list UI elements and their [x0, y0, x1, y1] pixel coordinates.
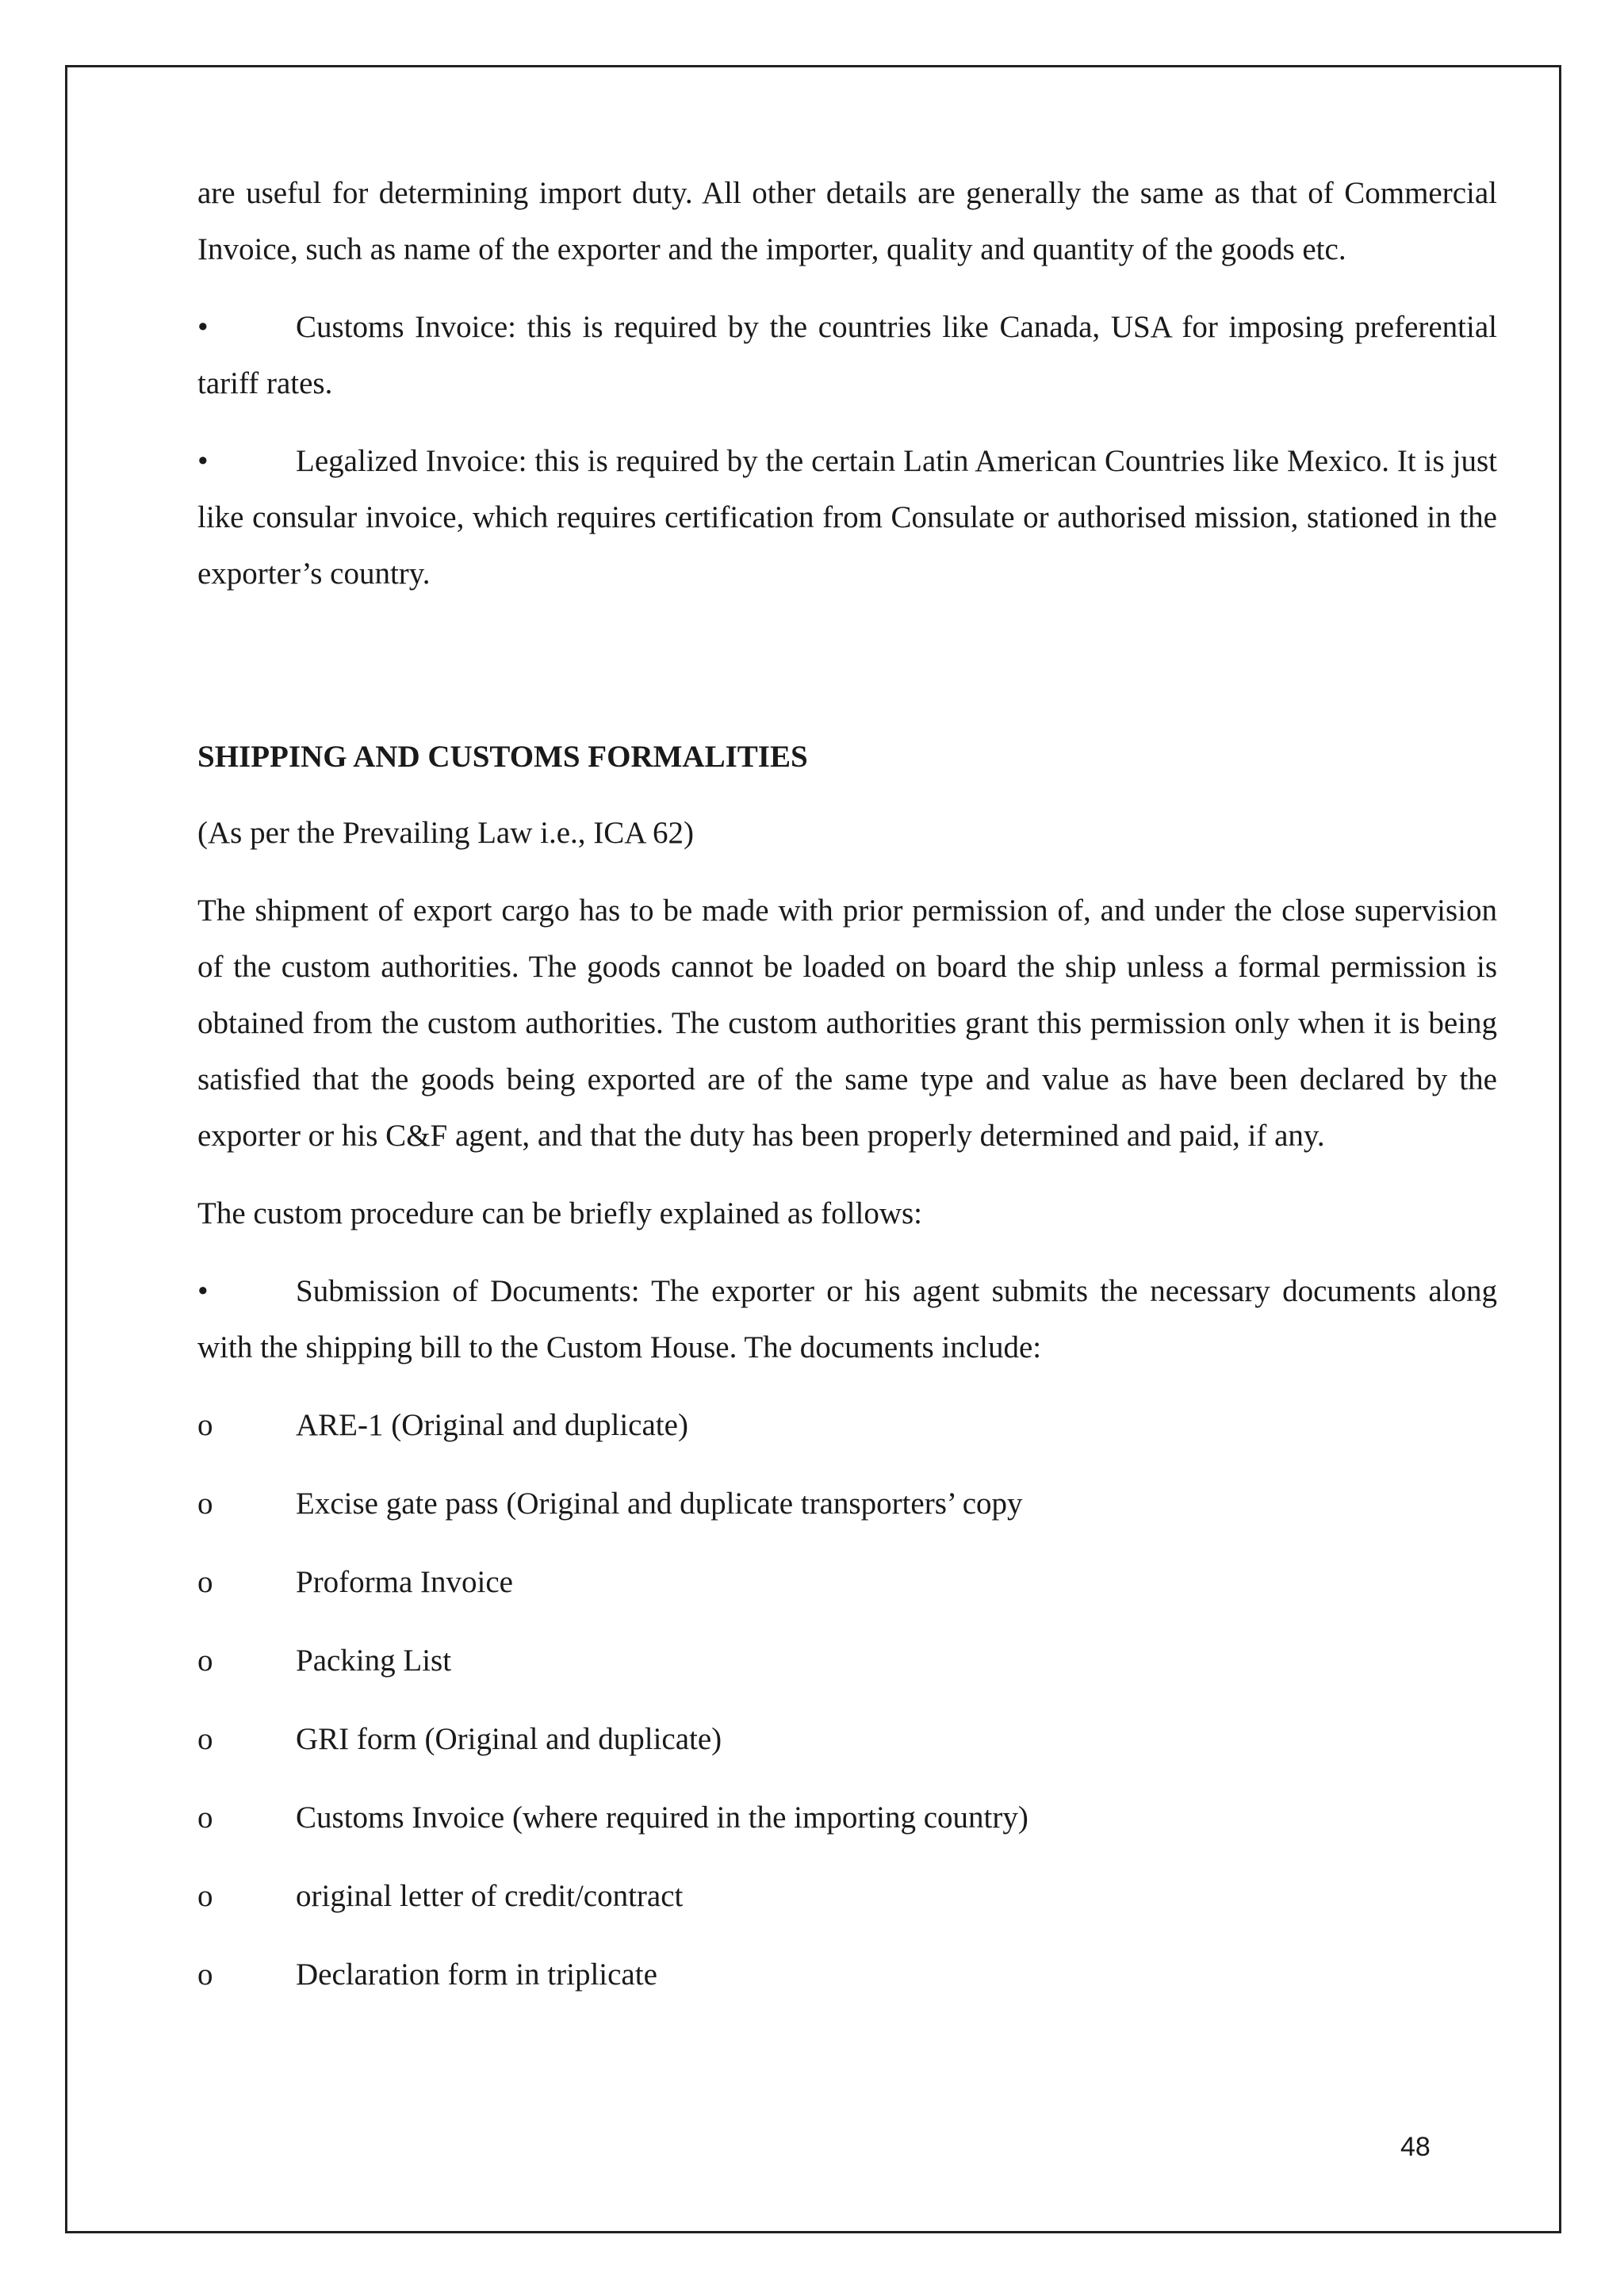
bullet-marker: •	[197, 444, 209, 478]
document-list-item	[197, 1789, 1497, 1846]
document-list-item	[197, 1946, 1497, 2003]
customs-invoice-item	[197, 299, 1497, 411]
document-text: Packing List	[296, 1644, 452, 1678]
submission-item	[197, 1263, 1497, 1376]
document-text: GRI form (Original and duplicate)	[296, 1722, 722, 1756]
document-list-item	[197, 1397, 1497, 1453]
list-marker: o	[197, 1644, 213, 1678]
section-heading: SHIPPING AND CUSTOMS FORMALITIES	[197, 740, 808, 774]
document-text: ARE-1 (Original and duplicate)	[296, 1408, 688, 1442]
list-marker: o	[197, 1487, 213, 1521]
section-subheading: (As per the Prevailing Law i.e., ICA 62)	[197, 816, 695, 850]
document-list-item	[197, 1868, 1497, 1924]
document-text: Proforma Invoice	[296, 1565, 513, 1599]
document-list-item	[197, 1475, 1497, 1532]
continuation-paragraph: are useful for determining import duty. All other details are generally the same as that of Commercial Invoice, such as name of the exporter and the importer, quality and quantity of the goods etc.	[197, 176, 1497, 266]
list-marker: o	[197, 1565, 213, 1599]
list-marker: o	[197, 1957, 213, 1992]
document-text: original letter of credit/contract	[296, 1879, 684, 1913]
document-text: Excise gate pass (Original and duplicate transporters’ copy	[296, 1487, 1023, 1521]
list-marker: o	[197, 1408, 213, 1442]
legalized-invoice-text: Legalized Invoice: this is required by the certain Latin American Countries like Mexico. It is just like consular invoice, which requires certification from Consulate or authorised mission, stationed in the exporter’s country.	[197, 444, 1497, 591]
list-marker: o	[197, 1800, 213, 1835]
procedure-intro: The custom procedure can be briefly explained as follows:	[197, 1196, 923, 1230]
customs-invoice-text: Customs Invoice: this is required by the countries like Canada, USA for imposing preferential tariff rates.	[197, 310, 1497, 400]
submission-text: Submission of Documents: The exporter or his agent submits the necessary documents along with the shipping bill to the Custom House. The documents include:	[197, 1274, 1497, 1364]
page-number: 48	[1400, 2132, 1431, 2162]
list-marker: o	[197, 1879, 213, 1913]
legalized-invoice-item	[197, 433, 1497, 602]
intro-paragraph: The shipment of export cargo has to be made with prior permission of, and under the close supervision of the custom authorities. The goods cannot be loaded on board the ship unless a formal permission is obtained from the custom authorities. The custom authorities grant this permission only when it is being satisfied that the goods being exported are of the same type and value as have been declared by the exporter or his C&F agent, and that the duty has been properly determined and paid, if any.	[197, 894, 1497, 1153]
document-list-item	[197, 1632, 1497, 1689]
document-list-item	[197, 1711, 1497, 1767]
page-content	[197, 165, 1497, 2025]
bullet-marker: •	[197, 1274, 209, 1308]
document-text: Declaration form in triplicate	[296, 1957, 657, 1992]
document-list-item	[197, 1554, 1497, 1610]
list-marker: o	[197, 1722, 213, 1756]
bullet-marker: •	[197, 310, 209, 344]
document-text: Customs Invoice (where required in the importing country)	[296, 1800, 1028, 1835]
